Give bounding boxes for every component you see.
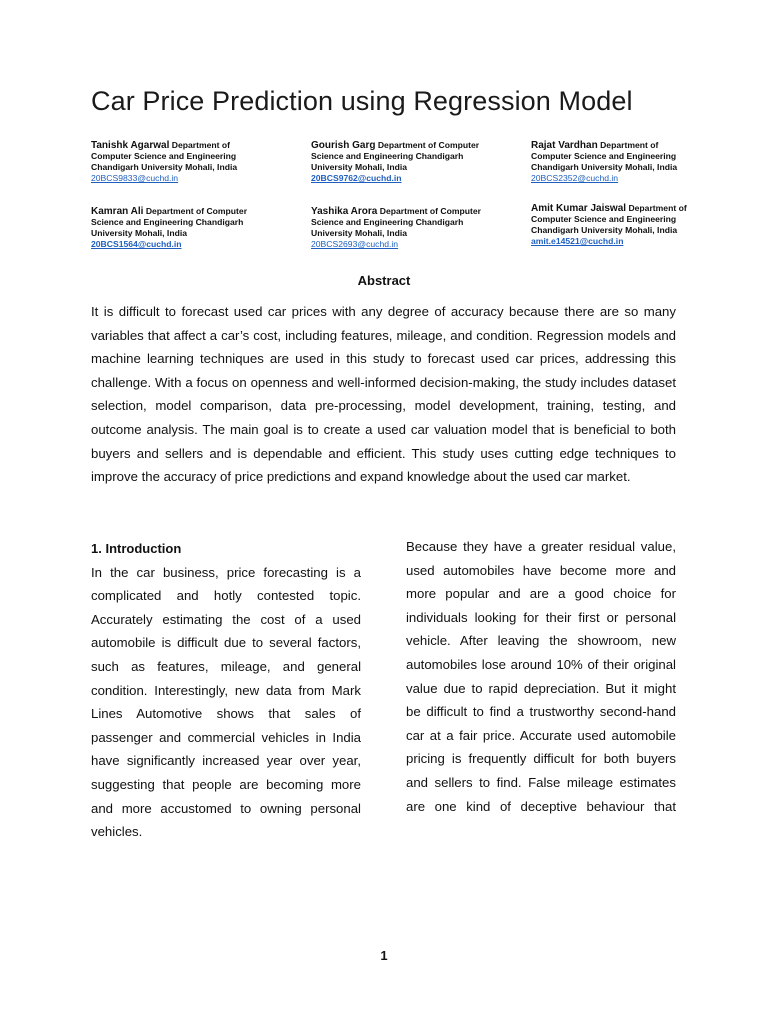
abstract-body: It is difficult to forecast used car prices with any degree of accuracy because there are so many variables that affect a car’s cost, including features, mileage, and condition. Regression models and machine learning techniques are used in this study to forecast used car prices, addressing this challenge. With a focus on openness and well-informed decision-making, the study includes dataset selection, model comparison, data pre-processing, model development, training, testing, and outcome analysis. The main goal is to create a used car valuation model that is beneficial to both buyers and sellers and is dependable and efficient. This study uses cutting edge techniques to improve the accuracy of price predictions and expand knowledge about the used car market. <box>91 304 676 485</box>
author-affiliation: Department of Computer Science and Engineering Chandigarh University Mohali, India <box>91 206 248 238</box>
section-heading-introduction: 1. Introduction <box>91 541 182 556</box>
right-column <box>406 535 676 818</box>
author-affiliation: Department of Computer Science and Engineering Chandigarh University Mohali, India <box>311 140 480 172</box>
abstract-heading: Abstract <box>357 273 411 288</box>
author-block-3 <box>531 140 701 184</box>
paper-title: Car Price Prediction using Regression Model <box>91 86 633 116</box>
author-email[interactable]: amit.e14521@cuchd.in <box>531 236 624 246</box>
author-block-2 <box>311 140 481 184</box>
author-email[interactable]: 20BCS2693@cuchd.in <box>311 239 399 249</box>
author-email[interactable]: 20BCS1564@cuchd.in <box>91 239 182 249</box>
introduction-paragraph-right: Because they have a greater residual value, used automobiles have become more and more popular and are a good choice for individuals looking for their first or personal vehicle. After leaving the showroom, new automobiles lose around 10% of their original value due to rapid depreciation. But it might be difficult to find a trustworthy second-hand car at a fair price. Accurate used automobile pricing is frequently difficult for both buyers and sellers to find. False mileage estimates are one kind of deceptive behaviour that <box>406 539 676 814</box>
author-affiliation: Department of Computer Science and Engineering Chandigarh University Mohali, India <box>91 140 238 172</box>
author-name: Kamran Ali <box>91 206 144 217</box>
author-affiliation: Department of Computer Science and Engineering Chandigarh University Mohali, India <box>311 206 481 238</box>
author-block-5 <box>311 206 481 250</box>
author-email[interactable]: 20BCS9833@cuchd.in <box>91 173 179 183</box>
author-email[interactable]: 20BCS9762@cuchd.in <box>311 173 402 183</box>
author-block-6 <box>531 203 691 247</box>
author-email[interactable]: 20BCS2352@cuchd.in <box>531 173 619 183</box>
author-affiliation: Department of Computer Science and Engineering Chandigarh University Mohali, India <box>531 203 687 235</box>
author-block-1 <box>91 140 261 184</box>
author-name: Gourish Garg <box>311 140 376 151</box>
author-affiliation: Department of Computer Science and Engineering Chandigarh University Mohali, India <box>531 140 678 172</box>
introduction-paragraph-left: In the car business, price forecasting is a complicated and hotly contested topic. Accurately estimating the cost of a used automobile is difficult due to several factors, such as features, mileage, and general condition. Interestingly, new data from Mark Lines Automotive shows that sales of passenger and commercial vehicles in India have significantly increased year over year, suggesting that people are becoming more and more accustomed to owning personal vehicles. <box>91 564 361 840</box>
author-block-4 <box>91 206 261 250</box>
author-name: Rajat Vardhan <box>531 140 598 151</box>
page-number: 1 <box>380 948 388 963</box>
left-column <box>91 537 361 844</box>
author-name: Tanishk Agarwal <box>91 140 170 151</box>
author-name: Yashika Arora <box>311 206 378 217</box>
author-name: Amit Kumar Jaiswal <box>531 203 627 214</box>
